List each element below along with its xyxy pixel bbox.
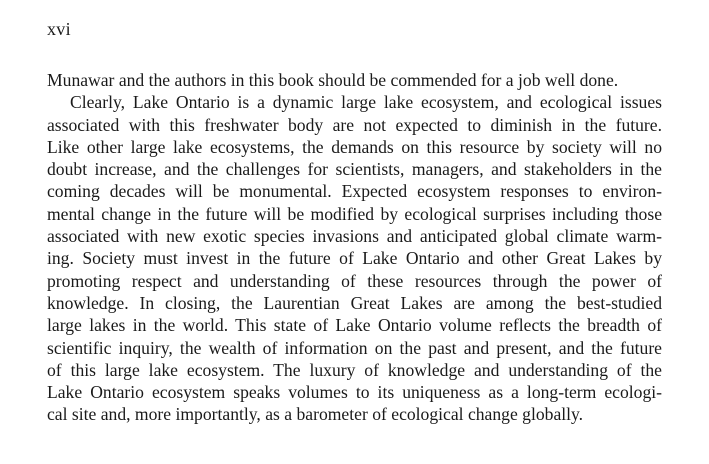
text-line: Munawar and the authors in this book should be commended for a job well done.: [47, 70, 619, 90]
text-line: scientific inquiry, the wealth of information on the past and present, and the future: [47, 337, 662, 358]
text-line: Like other large lake ecosystems, the demands on this resource by society will no: [47, 136, 662, 157]
text-line: of this large lake ecosystem. The luxury of knowledge and understanding of the: [47, 359, 662, 380]
book-page: [47, 0, 662, 464]
text-line: coming decades will be monumental. Expected ecosystem responses to environ-: [47, 181, 662, 202]
text-line: cal site and, more importantly, as a barometer of ecological change globally.: [47, 404, 584, 425]
text-line: ing. Society must invest in the future of Lake Ontario and other Great Lakes by: [47, 248, 662, 269]
text-line: associated with new exotic species invasions and anticipated global climate warm-: [47, 226, 662, 247]
body-text: [47, 69, 662, 426]
text-line: mental change in the future will be modified by ecological surprises including those: [47, 203, 662, 224]
text-line: associated with this freshwater body are not expected to diminish in the future.: [47, 114, 662, 135]
page-number: xvi: [47, 19, 71, 39]
text-line: large lakes in the world. This state of Lake Ontario volume reflects the breadth of: [47, 315, 662, 336]
text-line: doubt increase, and the challenges for scientists, managers, and stakeholders in the: [47, 159, 662, 180]
text-line: promoting respect and understanding of these resources through the power of: [47, 270, 662, 291]
text-line: knowledge. In closing, the Laurentian Great Lakes are among the best-studied: [47, 292, 662, 313]
text-line: Lake Ontario ecosystem speaks volumes to its uniqueness as a long-term ecologi-: [47, 382, 662, 403]
text-line: Clearly, Lake Ontario is a dynamic large lake ecosystem, and ecological issues: [70, 92, 662, 113]
